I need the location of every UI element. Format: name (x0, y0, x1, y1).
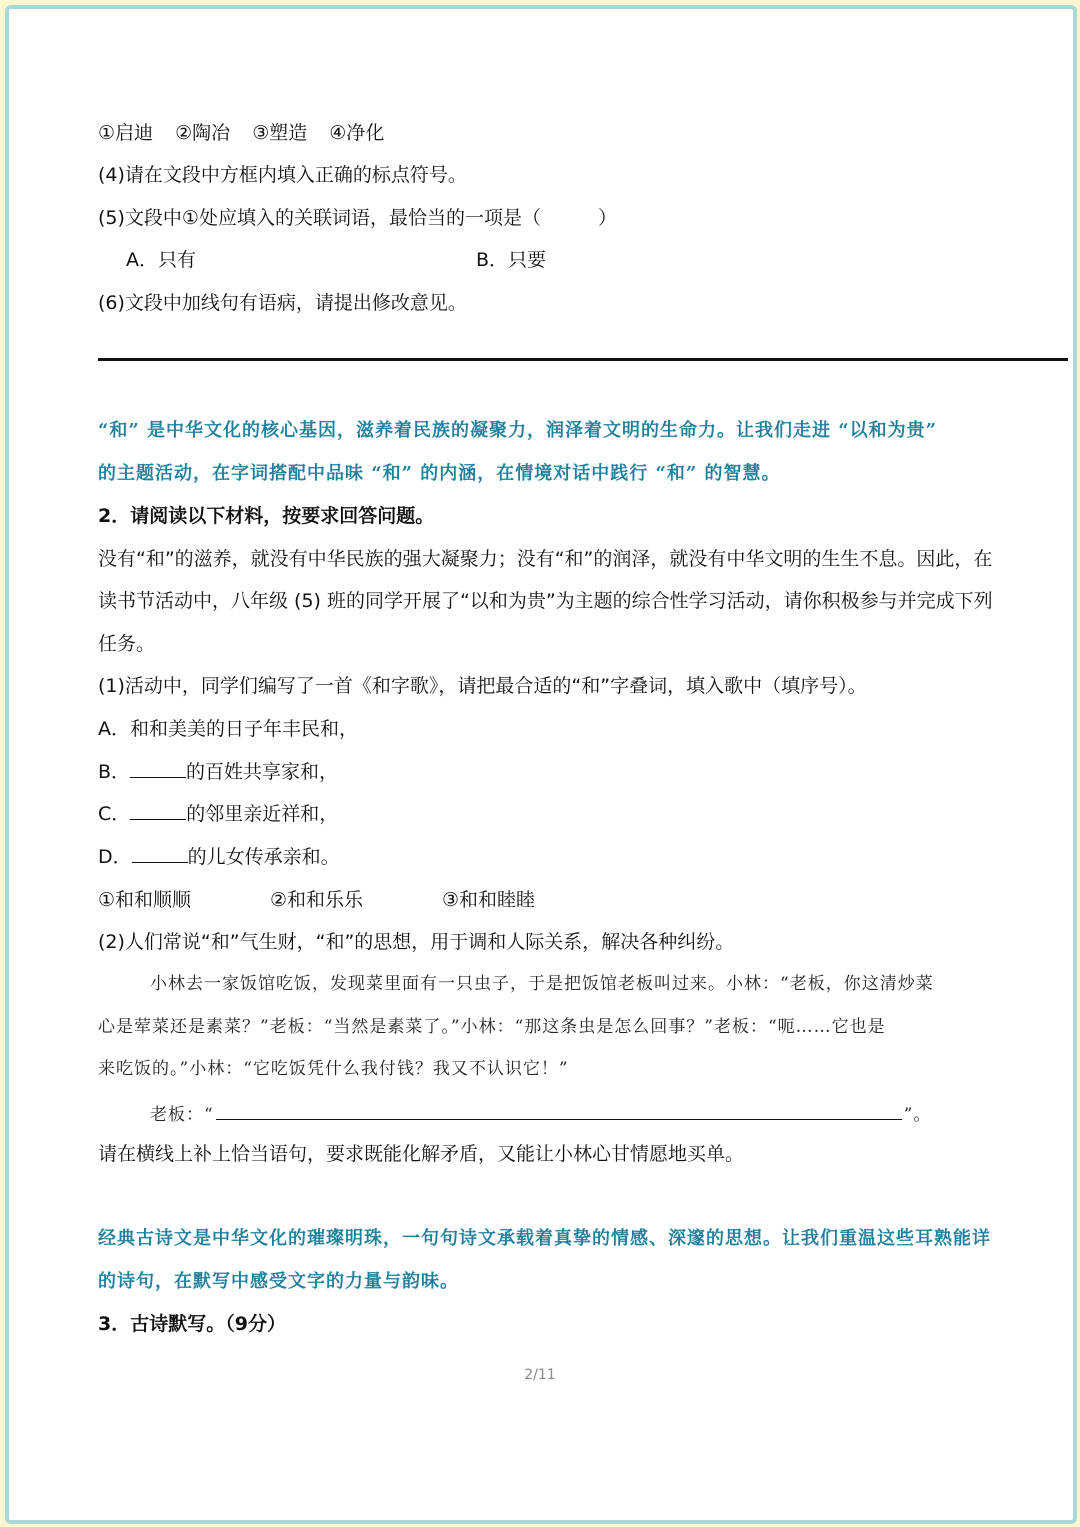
blank-d[interactable] (132, 844, 188, 863)
section-divider (98, 358, 1068, 361)
option-4: ④净化 (329, 122, 385, 144)
song-line-d (98, 844, 340, 870)
choice-2: ②和和乐乐 (270, 889, 364, 911)
material-line-2: 读书节活动中，八年级 (5) 班的同学开展了“以和为贵”为主题的综合性学习活动，请你积极参与并完成下列 (98, 590, 993, 612)
answer-instruction: 请在横线上补上恰当语句，要求既能化解矛盾，又能让小林心甘情愿地买单。 (98, 1143, 745, 1165)
intro-1-line-1: “和” 是中华文化的核心基因，滋养着民族的凝聚力，润泽着文明的生命力。让我们走进 “以和为贵” (98, 420, 937, 441)
question-4: (4)请在文段中方框内填入正确的标点符号。 (98, 164, 467, 186)
intro-1-line-2: 的主题活动，在字词搭配中品味 “和” 的内涵，在情境对话中践行 “和” 的智慧。 (98, 463, 781, 484)
q5-choice-a: A．只有 (126, 249, 196, 271)
choice-1: ①和和顺顺 (98, 889, 192, 911)
intro-2-line-1: 经典古诗文是中华文化的璀璨明珠，一句句诗文承载着真挚的情感、深邃的思想。让我们重温这些耳熟能详 (98, 1228, 991, 1249)
intro-2-line-2: 的诗句，在默写中感受文字的力量与韵味。 (98, 1271, 459, 1292)
story-line-1: 小林去一家饭馆吃饭，发现菜里面有一只虫子，于是把饭馆老板叫过来。小林：“老板，你这清炒菜 (150, 974, 934, 994)
choice-3: ③和和睦睦 (442, 889, 536, 911)
blank-c[interactable] (130, 801, 186, 820)
blank-b[interactable] (130, 759, 186, 778)
story-line-2: 心是荤菜还是素菜？”老板：“当然是素菜了。”小林：“那这条虫是怎么回事？”老板：“呃……它也是 (98, 1017, 886, 1037)
song-d-label: D． (98, 846, 132, 868)
answer-blank[interactable] (216, 1099, 902, 1120)
song-line-c (98, 801, 338, 827)
song-c-label: C． (98, 803, 131, 825)
boss-answer-line (150, 1099, 931, 1128)
option-1: ①启迪 (98, 122, 154, 144)
page-number: 2/11 (524, 1367, 556, 1383)
song-line-a: A．和和美美的日子年丰民和， (98, 718, 358, 740)
sub-question-2: (2)人们常说“和”气生财，“和”的思想，用于调和人际关系，解决各种纠纷。 (98, 931, 735, 953)
option-2: ②陶冶 (175, 122, 231, 144)
material-line-1: 没有“和”的滋养，就没有中华民族的强大凝聚力；没有“和”的润泽，就没有中华文明的生生不息。因此，在 (98, 548, 993, 570)
question-6: (6)文段中加线句有语病，请提出修改意见。 (98, 292, 467, 314)
boss-suffix: ”。 (903, 1105, 932, 1125)
word-options (98, 120, 384, 146)
song-d-text: 的儿女传承亲和。 (187, 846, 340, 868)
question-5: (5)文段中①处应填入的关联词语，最恰当的一项是（ ） (98, 207, 617, 229)
song-b-label: B． (98, 761, 131, 783)
q5-choice-b: B．只要 (476, 249, 547, 271)
sub-question-1: (1)活动中，同学们编写了一首《和字歌》，请把最合适的“和”字叠词，填入歌中（填序号）。 (98, 675, 867, 697)
story-line-3: 来吃饭的。”小林：“它吃饭凭什么我付钱？我又不认识它！” (98, 1059, 569, 1079)
song-line-b (98, 759, 338, 785)
option-3: ③塑造 (252, 122, 308, 144)
question-3-title: 3．古诗默写。（9分） (98, 1313, 286, 1335)
boss-prefix: 老板：“ (150, 1105, 214, 1125)
song-b-text: 的百姓共享家和， (186, 761, 339, 783)
question-2-title: 2．请阅读以下材料，按要求回答问题。 (98, 505, 435, 527)
song-c-text: 的邻里亲近祥和， (186, 803, 339, 825)
material-line-3: 任务。 (98, 633, 156, 655)
